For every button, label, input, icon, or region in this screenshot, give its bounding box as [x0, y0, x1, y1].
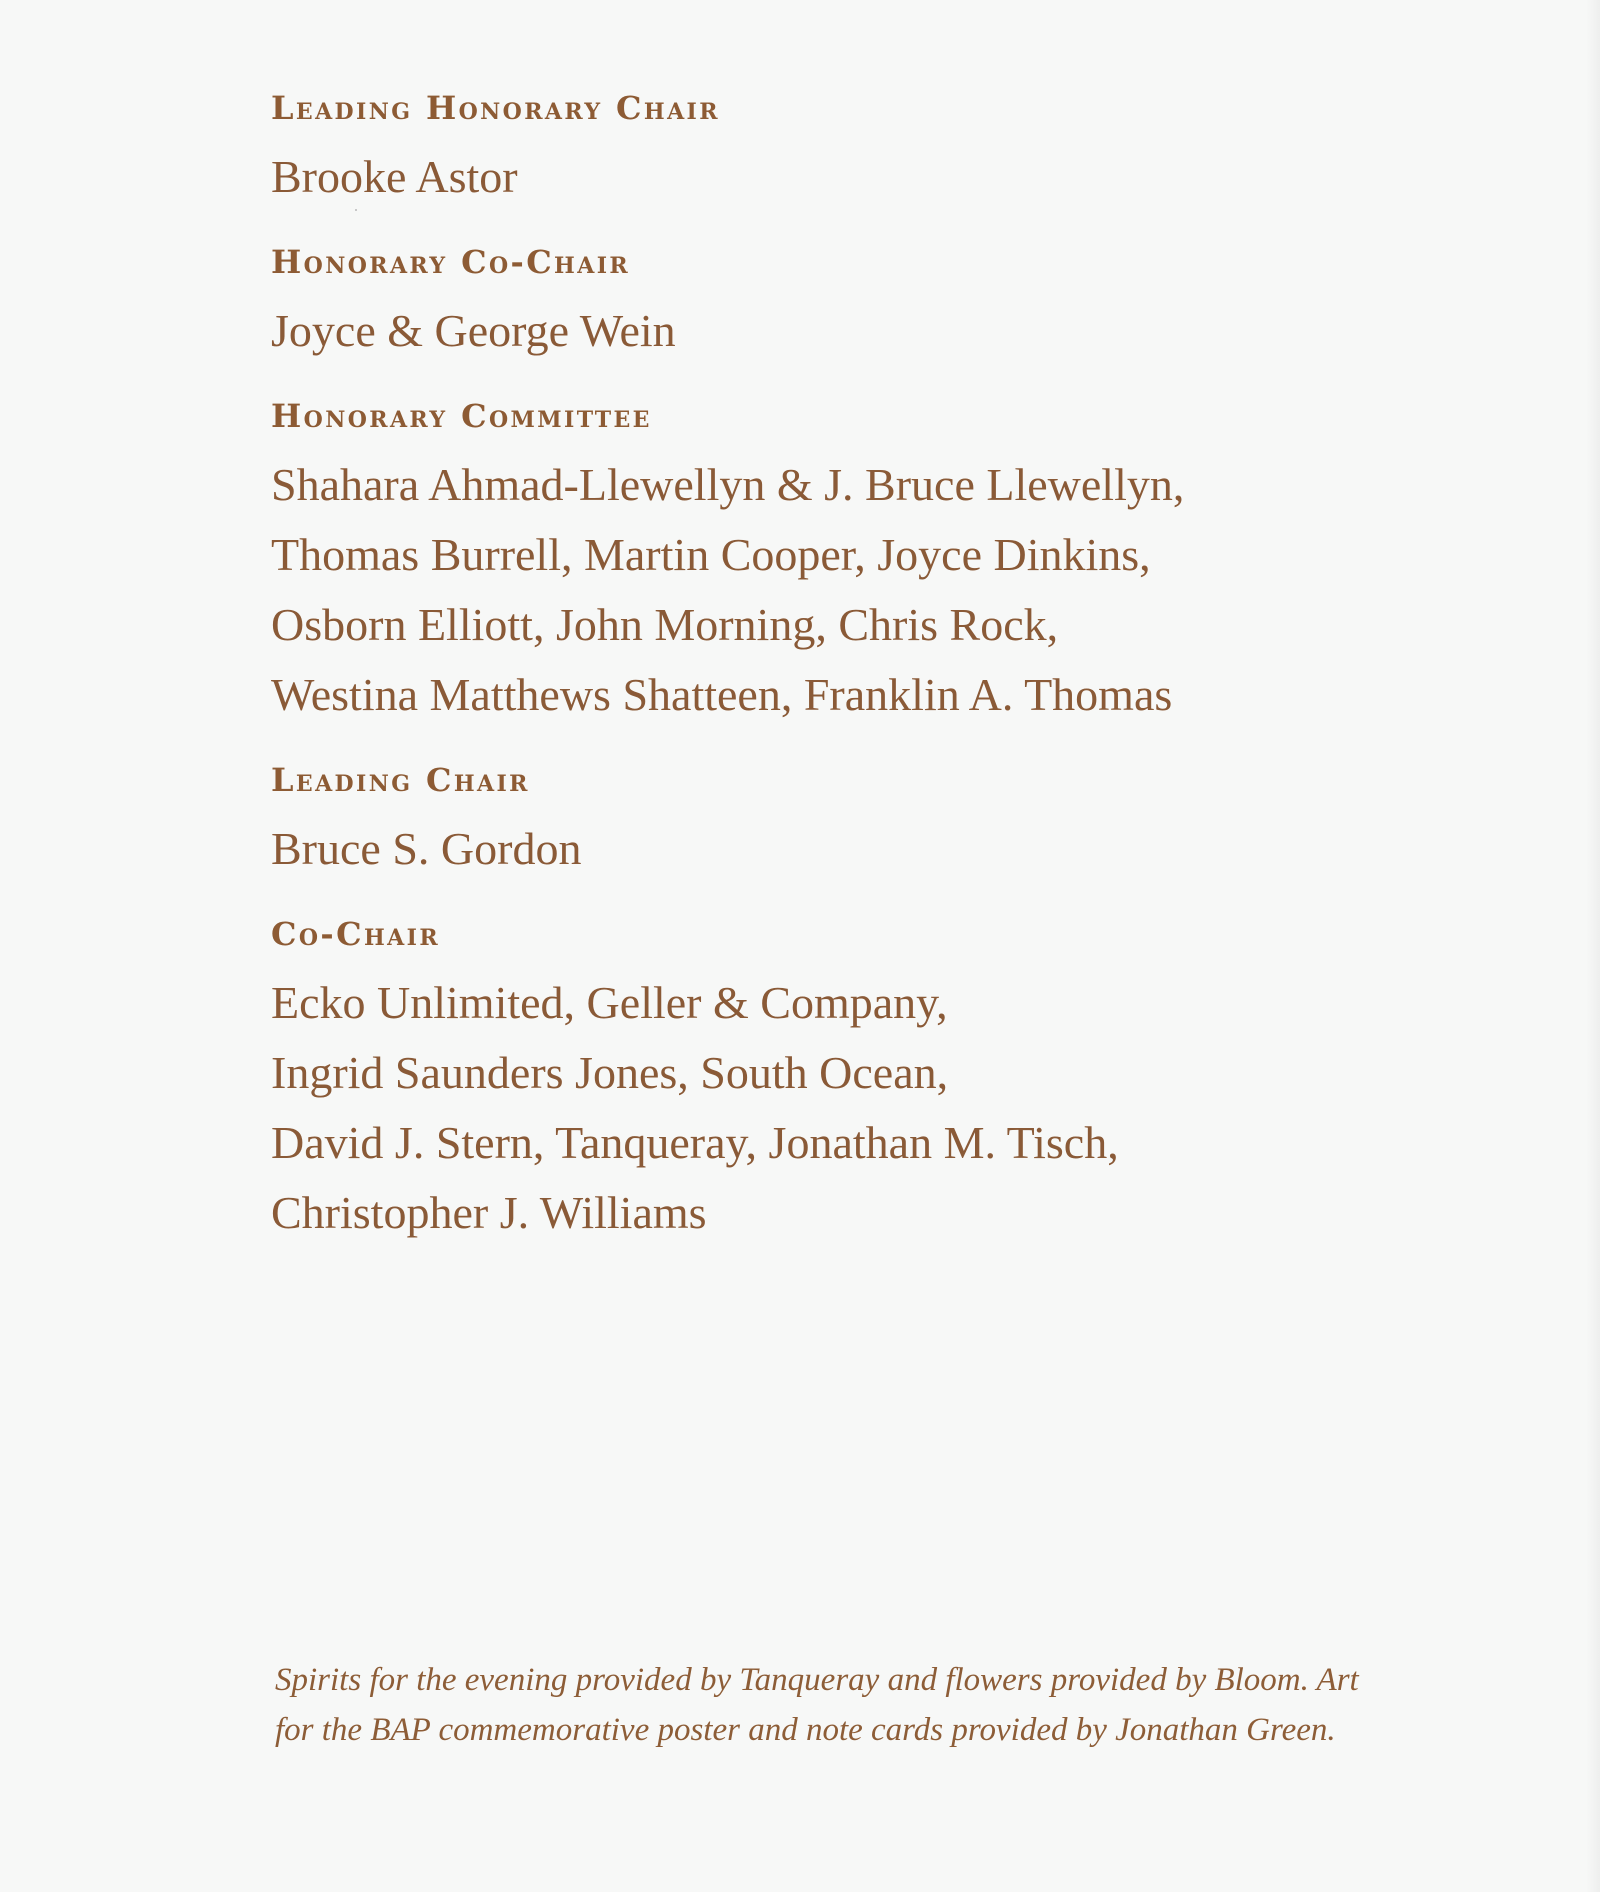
section-honorary-committee [271, 396, 1491, 730]
name-line: Ingrid Saunders Jones, South Ocean, [271, 1047, 949, 1098]
section-heading: Leading Honorary Chair [271, 89, 720, 127]
section-leading-chair [271, 760, 1491, 884]
name-line: Shahara Ahmad-Llewellyn & J. Bruce Llewellyn, [271, 459, 1185, 510]
name-line: Osborn Elliott, John Morning, Chris Rock, [271, 599, 1059, 650]
committee-list [271, 88, 1491, 1278]
name-line: David J. Stern, Tanqueray, Jonathan M. Tisch, [271, 1117, 1119, 1168]
section-leading-honorary-chair [271, 88, 1491, 212]
name-line: Westina Matthews Shatteen, Franklin A. Thomas [271, 669, 1173, 720]
section-heading: Honorary Co-Chair [271, 243, 631, 281]
section-heading: Co-Chair [271, 915, 441, 953]
name-line: Joyce & George Wein [271, 305, 676, 356]
name-line: Bruce S. Gordon [271, 823, 582, 874]
footnote-line: Spirits for the evening provided by Tanqueray and flowers provided by Bloom. Art [275, 1662, 1359, 1698]
name-line: Ecko Unlimited, Geller & Company, [271, 977, 948, 1028]
section-heading: Leading Chair [271, 761, 530, 799]
name-line: Christopher J. Williams [271, 1187, 707, 1238]
name-line: Brooke Astor [271, 151, 518, 202]
name-line: Thomas Burrell, Martin Cooper, Joyce Dinkins, [271, 529, 1151, 580]
footnote-line: for the BAP commemorative poster and note cards provided by Jonathan Green. [275, 1712, 1336, 1748]
section-heading: Honorary Committee [271, 397, 652, 435]
sponsor-footnote [275, 1655, 1505, 1755]
section-honorary-co-chair [271, 242, 1491, 366]
section-co-chair [271, 914, 1491, 1248]
